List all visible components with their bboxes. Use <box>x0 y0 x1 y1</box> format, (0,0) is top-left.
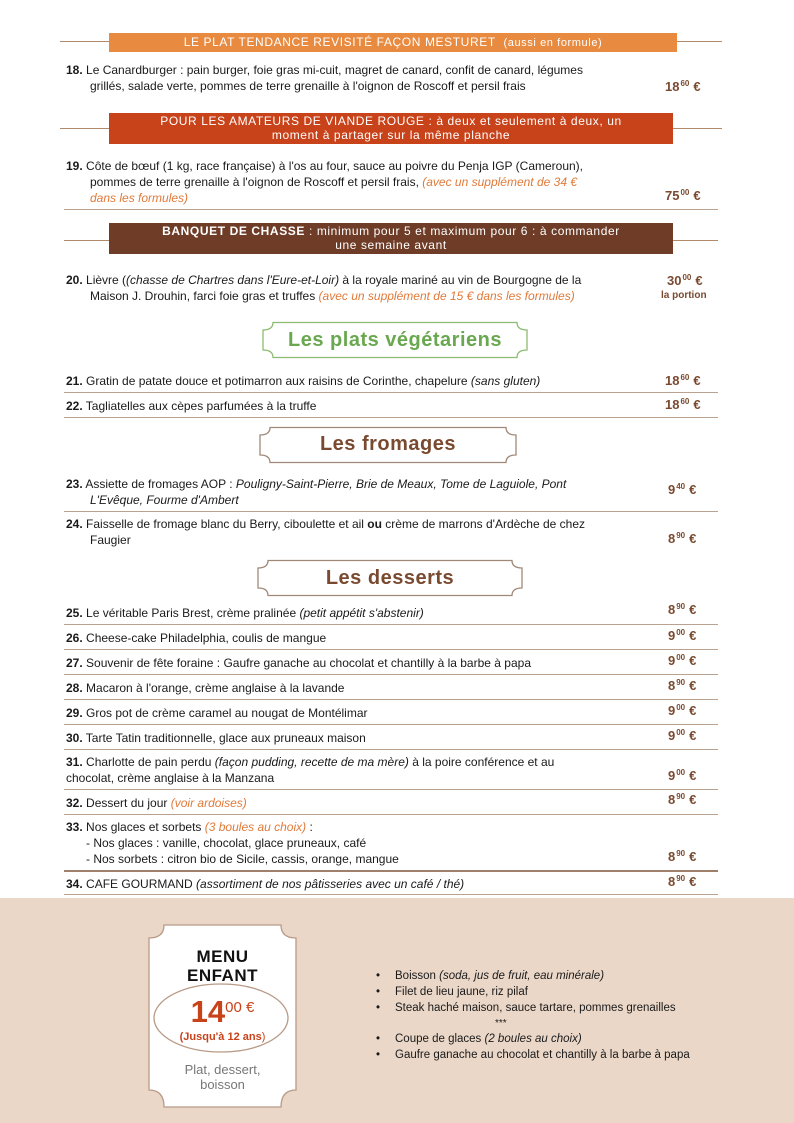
menu-item-19: 19. Côte de bœuf (1 kg, race française) à l'os au four, sauce au poivre du Penja IGP (Cameroun), pommes de terre grenaille à l'oignon de Roscoff et persil frais, (avec un supplément de 34 € dans les formules) <box>66 159 584 205</box>
list-item: • Filet de lieu jaune, riz pilaf <box>376 986 528 999</box>
menu-item-33: 33. Nos glaces et sorbets (3 boules au choix) : - Nos glaces : vanille, chocolat, glace pruneaux, café - Nos sorbets : citron bio de Sicile, cassis, orange, mangue <box>66 820 399 866</box>
menu-item-26: 26. Cheese-cake Philadelphia, coulis de mangue <box>66 631 327 645</box>
kids-menu-age: (Jusqu'à 12 ans) <box>179 1031 266 1043</box>
price-29: $9^{00}$ € <box>668 703 697 718</box>
price-22: $18^{60}$ € <box>665 397 701 412</box>
price-23: $9^{40}$ € <box>668 482 697 497</box>
list-item: • Coupe de glaces (2 boules au choix) <box>376 1032 582 1045</box>
price-27: $9^{00}$ € <box>668 653 697 668</box>
price-21: $18^{60}$ € <box>665 373 701 388</box>
section-title-desserts: Les desserts <box>254 559 526 597</box>
menu-item-18: 18. Le Canardburger : pain burger, foie gras mi-cuit, magret de canard, confit de canard, légumes grillés, salade verte, pommes de terre grenaille à l'oignon de Roscoff et persil frais <box>66 63 583 93</box>
list-item: • Boisson (soda, jus de fruit, eau minérale) <box>376 970 605 982</box>
section-banner-viande-rouge: POUR LES AMATEURS DE VIANDE ROUGE : à deux et seulement à deux, un moment à partager sur la même planche <box>109 113 673 144</box>
divider <box>64 789 718 790</box>
divider <box>64 649 718 650</box>
divider <box>64 624 718 625</box>
price-28: $8^{90}$ € <box>668 678 697 693</box>
list-item: • Gaufre ganache au chocolat et chantilly à la barbe à papa <box>376 1048 690 1061</box>
price-20: $30^{00}$ € <box>667 273 703 288</box>
menu-item-29: 29. Gros pot de crème caramel au nougat de Montélimar <box>66 706 368 720</box>
divider <box>64 749 718 750</box>
banner-title: LE PLAT TENDANCE REVISITÉ FAÇON MESTURET <box>183 35 496 49</box>
menu-item-22: 22. Tagliatelles aux cèpes parfumées à la truffe <box>66 399 317 413</box>
divider <box>64 894 718 895</box>
menu-item-27: 27. Souvenir de fête foraine : Gaufre ganache au chocolat et chantilly à la barbe à papa <box>66 656 531 670</box>
kids-menu-title: MENU ENFANT <box>187 947 258 985</box>
divider <box>64 814 718 815</box>
price-19: $75^{00}$ € <box>665 188 701 203</box>
price-25: $8^{90}$ € <box>668 602 697 617</box>
divider <box>64 417 718 418</box>
menu-item-20: 20. Lièvre ((chasse de Chartres dans l'Eure-et-Loir) à la royale mariné au vin de Bourgogne de la Maison J. Drouhin, farci foie gras et truffes (avec un supplément de 15 € dans les formules) <box>66 273 582 303</box>
menu-item-24: 24. Faisselle de fromage blanc du Berry, ciboulette et ail ou crème de marrons d'Ardèche de chez Faugier <box>66 517 586 547</box>
divider <box>64 724 718 725</box>
section-banner-banquet: BANQUET DE CHASSE : minimum pour 5 et maximum pour 6 : à commander une semaine avant <box>109 223 673 254</box>
price-33: $8^{90}$ € <box>668 849 697 864</box>
section-title-vegetarian: Les plats végétariens <box>259 321 531 359</box>
kids-menu-price: 1400 € <box>190 994 255 1029</box>
menu-item-34: 34. CAFE GOURMAND (assortiment de nos pâtisseries avec un café / thé) <box>66 877 465 891</box>
menu-item-21: 21. Gratin de patate douce et potimarron aux raisins de Corinthe, chapelure (sans gluten) <box>66 374 541 388</box>
menu-item-23: 23. Assiette de fromages AOP : Pouligny-Saint-Pierre, Brie de Meaux, Tome de Laguiole, Pont L'Evêque, Fourme d'Ambert <box>66 477 567 507</box>
divider <box>64 392 718 393</box>
price-30: $9^{00}$ € <box>668 728 697 743</box>
price-34: $8^{90}$ € <box>668 874 697 889</box>
menu-item-28: 28. Macaron à l'orange, crème anglaise à la lavande <box>66 681 345 695</box>
price-note: la portion <box>661 290 707 301</box>
list-item: • Steak haché maison, sauce tartare, pommes grenailles <box>376 1002 676 1015</box>
price-18: $18^{60}$ € <box>665 79 701 94</box>
price-32: $8^{90}$ € <box>668 792 697 807</box>
section-title-cheese: Les fromages <box>256 426 520 464</box>
divider <box>64 674 718 675</box>
banner-note: (aussi en formule) <box>503 37 603 49</box>
menu-item-30: 30. Tarte Tatin traditionnelle, glace aux pruneaux maison <box>66 731 366 745</box>
divider <box>64 209 718 210</box>
list-separator: *** <box>495 1017 507 1029</box>
price-31: $9^{00}$ € <box>668 768 697 783</box>
menu-item-31: 31. Charlotte de pain perdu (façon pudding, recette de ma mère) à la poire conférence et au chocolat, crème anglaise à la Manzana <box>66 755 555 785</box>
kids-menu-items <box>376 968 776 1063</box>
price-26: $9^{00}$ € <box>668 628 697 643</box>
menu-item-25: 25. Le véritable Paris Brest, crème pralinée (petit appétit s'abstenir) <box>66 606 424 620</box>
section-banner-plat-tendance <box>109 33 677 52</box>
kids-menu-description: Plat, dessert, boisson <box>184 1062 261 1092</box>
divider <box>64 870 718 872</box>
price-24: $8^{90}$ € <box>668 531 697 546</box>
menu-item-32: 32. Dessert du jour (voir ardoises) <box>66 796 247 810</box>
divider <box>64 699 718 700</box>
divider <box>64 511 718 512</box>
